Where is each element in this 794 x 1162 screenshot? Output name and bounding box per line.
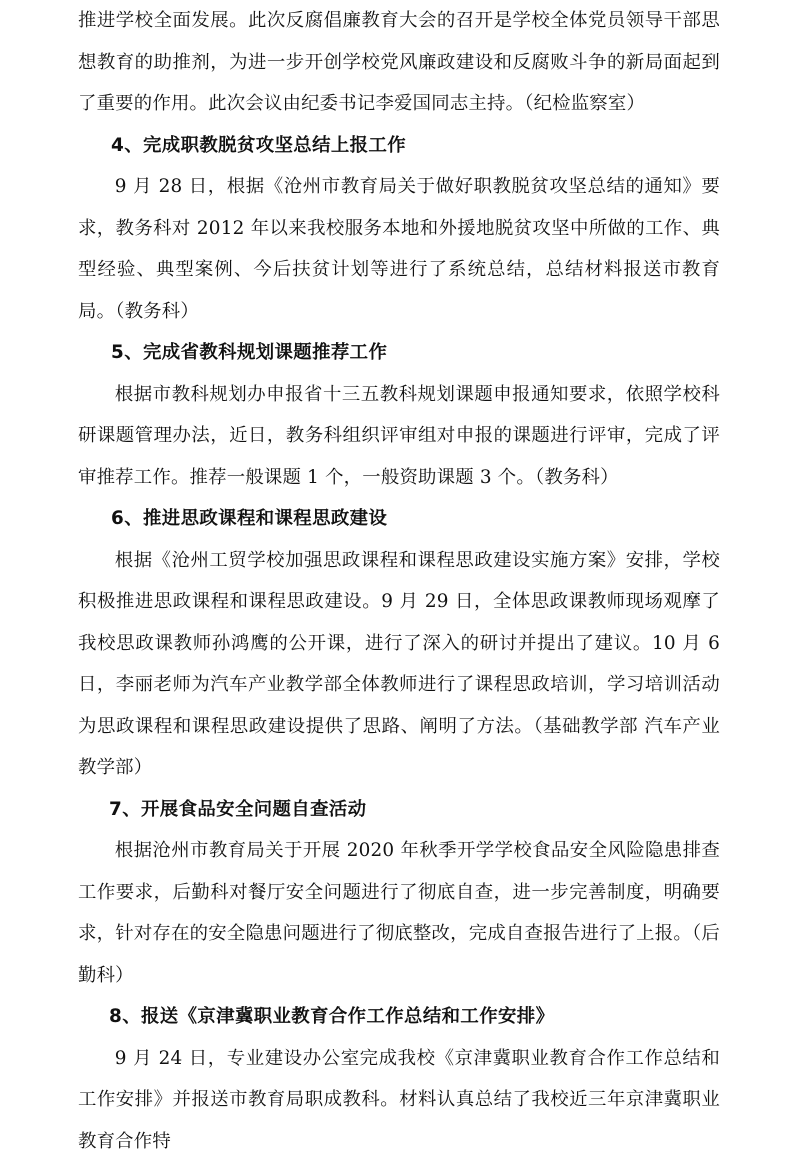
- section-heading-7: 7、开展食品安全问题自查活动: [78, 789, 720, 831]
- section-heading-8: 8、报送《京津冀职业教育合作工作总结和工作安排》: [78, 996, 720, 1038]
- paragraph-section-8: 9 月 24 日，专业建设办公室完成我校《京津冀职业教育合作工作总结和工作安排》并报送市教育局职成教科。材料认真总结了我校近三年京津冀职业教育合作特: [78, 1038, 720, 1162]
- paragraph-section-7: 根据沧州市教育局关于开展 2020 年秋季开学学校食品安全风险隐患排查工作要求，后勤科对餐厅安全问题进行了彻底自查，进一步完善制度，明确要求，针对存在的安全隐患问题进行了彻底整改，完成自查报告进行了上报。（后勤科）: [78, 830, 720, 996]
- paragraph-section-4: 9 月 28 日，根据《沧州市教育局关于做好职教脱贫攻坚总结的通知》要求，教务科对 2012 年以来我校服务本地和外援地脱贫攻坚中所做的工作、典型经验、典型案例、今后扶贫计划等进行了系统总结，总结材料报送市教育局。（教务科）: [78, 166, 720, 332]
- paragraph-intro-continuation: 推进学校全面发展。此次反腐倡廉教育大会的召开是学校全体党员领导干部思想教育的助推剂，为进一步开创学校党风廉政建设和反腐败斗争的新局面起到了重要的作用。此次会议由纪委书记李爱国同志主持。（纪检监察室）: [78, 0, 720, 125]
- document-page: [78, 0, 720, 1162]
- paragraph-section-6: 根据《沧州工贸学校加强思政课程和课程思政建设实施方案》安排，学校积极推进思政课程和课程思政建设。9 月 29 日，全体思政课教师现场观摩了我校思政课教师孙鸿鹰的公开课，进行了深入的研讨并提出了建议。10 月 6 日，李丽老师为汽车产业教学部全体教师进行了课程思政培训，学习培训活动为思政课程和课程思政建设提供了思路、阐明了方法。（基础教学部 汽车产业教学部）: [78, 540, 720, 789]
- section-heading-5: 5、完成省教科规划课题推荐工作: [78, 332, 720, 374]
- section-heading-6: 6、推进思政课程和课程思政建设: [78, 498, 720, 540]
- section-heading-4: 4、完成职教脱贫攻坚总结上报工作: [78, 125, 720, 167]
- paragraph-section-5: 根据市教科规划办申报省十三五教科规划课题申报通知要求，依照学校科研课题管理办法，近日，教务科组织评审组对申报的课题进行评审，完成了评审推荐工作。推荐一般课题 1 个，一般资助课题 3 个。（教务科）: [78, 374, 720, 499]
